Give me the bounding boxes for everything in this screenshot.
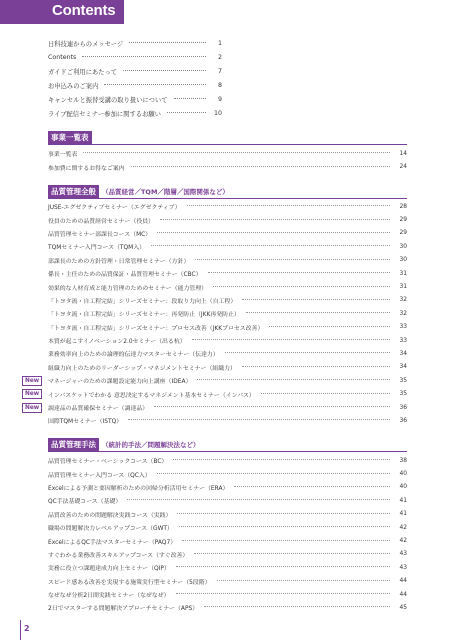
- item-page: 29: [399, 230, 407, 237]
- dot-leader: [269, 326, 390, 327]
- section-title: 品質管理手法: [48, 438, 99, 451]
- item-label: 調達品の品質確保セミナー（調達品）: [48, 406, 149, 413]
- dot-leader: [160, 219, 390, 220]
- list-item[interactable]: [48, 334, 407, 347]
- intro-item-page: 9: [217, 95, 222, 103]
- item-page: 36: [399, 417, 407, 424]
- item-page: 45: [399, 604, 407, 611]
- item-page: 32: [399, 310, 407, 317]
- list-item[interactable]: [48, 601, 407, 614]
- new-badge: New: [22, 376, 42, 386]
- dot-leader: [157, 473, 390, 474]
- section-subtitle: （統計的手法／問題解決法など）: [102, 441, 200, 449]
- item-label: 事業一覧表: [48, 152, 78, 159]
- list-item[interactable]: [48, 321, 407, 334]
- item-label: 部課長のための方針管理・日常管理セミナー（方針）: [48, 258, 190, 265]
- intro-item-page: 7: [217, 67, 222, 75]
- list-item[interactable]: [48, 200, 407, 213]
- item-page: 44: [399, 591, 407, 598]
- dot-leader: [173, 459, 390, 460]
- list-item[interactable]: [48, 267, 407, 280]
- intro-item[interactable]: [48, 106, 222, 120]
- dot-leader: [104, 84, 206, 85]
- list-item[interactable]: [48, 414, 407, 427]
- item-label: 2日でマスターする問題解決アプローチセミナー（APS）: [48, 606, 199, 613]
- section-list-hinshitsu-shuho: [48, 454, 407, 615]
- intro-item-label: 日科技連からのメッセージ: [48, 40, 124, 48]
- list-item[interactable]: [48, 254, 407, 267]
- item-page: 24: [399, 164, 407, 171]
- item-label: 役員のための品質経営セミナー（役員）: [48, 218, 155, 225]
- list-item[interactable]: [48, 508, 407, 521]
- list-item[interactable]: [48, 521, 407, 534]
- item-page: 41: [399, 497, 407, 504]
- dot-leader: [157, 232, 390, 233]
- dot-leader: [225, 352, 390, 353]
- dot-leader: [234, 486, 390, 487]
- list-item[interactable]: [48, 561, 407, 574]
- section-title: 品質管理全般: [48, 185, 99, 198]
- list-item[interactable]: [48, 588, 407, 601]
- item-page: 40: [399, 484, 407, 491]
- dot-leader: [195, 259, 390, 260]
- item-label: TQMセミナー入門コース（TQM入）: [48, 245, 146, 252]
- item-label: 「トヨタ流・自工程完結」シリーズセミナー：プロセス改善（JKKプロセス改善）: [48, 325, 264, 332]
- intro-item[interactable]: [48, 36, 222, 50]
- list-item[interactable]: [25, 374, 407, 387]
- list-item[interactable]: [48, 481, 407, 494]
- item-label: 品質管理セミナー部課長コース（MC）: [48, 231, 152, 238]
- list-item[interactable]: [48, 534, 407, 547]
- item-page: 33: [399, 337, 407, 344]
- item-label: JUSE-エグゼクティブセミナー（エグゼクティブ）: [48, 205, 181, 212]
- intro-item-label: キャンセルと振替受講の取り扱いについて: [48, 96, 168, 104]
- list-item[interactable]: [48, 548, 407, 561]
- dot-leader: [242, 299, 390, 300]
- dot-leader: [242, 366, 390, 367]
- intro-item-label: Contents: [48, 53, 77, 61]
- list-item[interactable]: [48, 361, 407, 374]
- item-label: マネージャーのための課題設定能力向上講座（IDEA）: [48, 379, 192, 386]
- dot-leader: [123, 70, 206, 71]
- list-item[interactable]: [48, 213, 407, 226]
- list-item[interactable]: [48, 467, 407, 480]
- dot-leader: [204, 606, 390, 607]
- list-item[interactable]: [48, 160, 407, 173]
- item-page: 41: [399, 511, 407, 518]
- item-label: 品質管理セミナー・ベーシックコース（BC）: [48, 459, 168, 466]
- dot-leader: [182, 540, 390, 541]
- list-item[interactable]: [48, 280, 407, 293]
- dot-leader: [176, 593, 390, 594]
- dot-leader: [217, 580, 390, 581]
- dot-leader: [151, 245, 390, 246]
- item-label: 品質改善のための問題解決実践コース（実践）: [48, 512, 172, 519]
- item-page: 34: [399, 364, 407, 371]
- dot-leader: [129, 42, 206, 43]
- section-rule: [48, 451, 407, 452]
- intro-item[interactable]: [48, 78, 222, 92]
- list-item[interactable]: [48, 294, 407, 307]
- new-badge: New: [22, 389, 42, 399]
- page-title: Contents: [52, 2, 116, 19]
- item-page: 43: [399, 551, 407, 558]
- intro-item[interactable]: [48, 64, 222, 78]
- dot-leader: [177, 513, 390, 514]
- list-item[interactable]: [48, 454, 407, 467]
- list-item[interactable]: [48, 575, 407, 588]
- item-label: 業務効率向上のための論理的伝達力マスターセミナー（伝達力）: [48, 352, 219, 359]
- item-page: 34: [399, 350, 407, 357]
- section-heading-hinshitsu-zenpan: [48, 185, 229, 198]
- item-page: 43: [399, 564, 407, 571]
- item-page: 29: [399, 217, 407, 224]
- item-label: 実務に役立つ課題達成力向上セミナー（QIP）: [48, 566, 170, 573]
- dot-leader: [261, 393, 390, 394]
- section-rule: [48, 198, 407, 199]
- intro-item-label: お申込みのご案内: [48, 82, 99, 90]
- item-page: 42: [399, 524, 407, 531]
- list-item[interactable]: [48, 494, 407, 507]
- dot-leader: [128, 419, 390, 420]
- intro-item-label: ライブ配信セミナー参加に関するお願い: [48, 110, 161, 118]
- dot-leader: [213, 286, 390, 287]
- section-title: 事業一覧表: [48, 131, 92, 144]
- dot-leader: [167, 112, 206, 113]
- section-list-hinshitsu-zenpan: [25, 200, 407, 428]
- section-heading-hinshitsu-shuho: [48, 438, 200, 451]
- page-number-rule: [20, 620, 21, 640]
- section-rule: [48, 144, 407, 145]
- list-item[interactable]: [25, 387, 407, 400]
- page-number: 2: [24, 624, 30, 633]
- item-label: Excelによる予測と要因解析のための回帰分析活用セミナー（ERA）: [48, 485, 229, 492]
- intro-item-page: 10: [213, 109, 222, 117]
- intro-list: [48, 36, 222, 120]
- section-heading-jigyo: [48, 131, 95, 144]
- intro-item-page: 2: [217, 53, 222, 61]
- item-page: 38: [399, 457, 407, 464]
- item-label: 係長・主任のための品質保証・品質管理セミナー（CBC）: [48, 272, 202, 279]
- item-page: 35: [399, 377, 407, 384]
- dot-leader: [131, 166, 390, 167]
- item-label: 本質が起こすイノベーション2.0セミナー（出る杭）: [48, 339, 186, 346]
- intro-item[interactable]: [48, 50, 222, 64]
- list-item[interactable]: [48, 307, 407, 320]
- list-item[interactable]: [25, 401, 407, 414]
- item-label: 「トヨタ流・自工程完結」シリーズセミナー：再発防止（JKK再発防止）: [48, 312, 240, 319]
- item-page: 30: [399, 243, 407, 250]
- dot-leader: [192, 339, 390, 340]
- section-list-jigyo: [48, 147, 407, 174]
- list-item[interactable]: [48, 147, 407, 160]
- item-label: 参加費に関するお得なご案内: [48, 165, 125, 172]
- dot-leader: [208, 272, 390, 273]
- intro-item[interactable]: [48, 92, 222, 106]
- intro-item-label: ガイドご利用にあたって: [48, 68, 118, 76]
- item-page: 42: [399, 538, 407, 545]
- list-item[interactable]: [48, 227, 407, 240]
- dot-leader: [127, 499, 390, 500]
- dot-leader: [179, 526, 390, 527]
- item-page: 32: [399, 297, 407, 304]
- item-page: 30: [399, 257, 407, 264]
- dot-leader: [154, 406, 390, 407]
- item-label: QC手法基礎コース（基礎）: [48, 499, 122, 506]
- dot-leader: [194, 553, 390, 554]
- item-label: なぜなぜ分析2日間実践セミナー（なぜなぜ）: [48, 593, 170, 600]
- item-label: 効果的な人材育成と能力管理のためのセミナー（能力管理）: [48, 285, 208, 292]
- item-label: 品質管理セミナー入門コース（QC入）: [48, 472, 151, 479]
- item-page: 28: [399, 203, 407, 210]
- item-page: 36: [399, 404, 407, 411]
- item-label: インバスケットでわかる 意思決定するマネジメント基本セミナー（インバス）: [48, 392, 255, 399]
- section-subtitle: （品質経営／TQM／階層／国際関係など）: [102, 188, 229, 196]
- item-page: 33: [399, 324, 407, 331]
- intro-item-page: 8: [217, 81, 222, 89]
- item-label: スピード感ある改善を実現する施策実行型セミナー（5段階）: [48, 579, 211, 586]
- intro-item-page: 1: [217, 39, 222, 47]
- dot-leader: [246, 312, 390, 313]
- item-label: 組織力向上のためのリーダーシップ・マネジメントセミナー（組織力）: [48, 365, 236, 372]
- dot-leader: [176, 566, 390, 567]
- dot-leader: [83, 152, 390, 153]
- item-page: 31: [399, 270, 407, 277]
- dot-leader: [174, 98, 206, 99]
- item-label: 「トヨタ流・自工程完結」シリーズセミナー：段取り力向上（自工程）: [48, 298, 237, 305]
- item-page: 14: [399, 150, 407, 157]
- item-page: 40: [399, 471, 407, 478]
- item-label: すぐわかる業務改善スキルアップコース（すぐ改善）: [48, 552, 189, 559]
- dot-leader: [187, 205, 390, 206]
- item-page: 35: [399, 391, 407, 398]
- list-item[interactable]: [48, 240, 407, 253]
- list-item[interactable]: [48, 347, 407, 360]
- new-badge: New: [22, 403, 42, 413]
- item-label: ExcelによるQC手法マスターセミナー（PAQ7）: [48, 539, 177, 546]
- contents-title-bar: [0, 0, 124, 24]
- dot-leader: [197, 379, 390, 380]
- item-label: 国際TQMセミナー（ISTQ）: [48, 419, 123, 426]
- item-label: 職場の問題解決力レベルアップコース（GWT）: [48, 526, 173, 533]
- item-page: 31: [399, 284, 407, 291]
- dot-leader: [82, 56, 206, 57]
- item-page: 44: [399, 578, 407, 585]
